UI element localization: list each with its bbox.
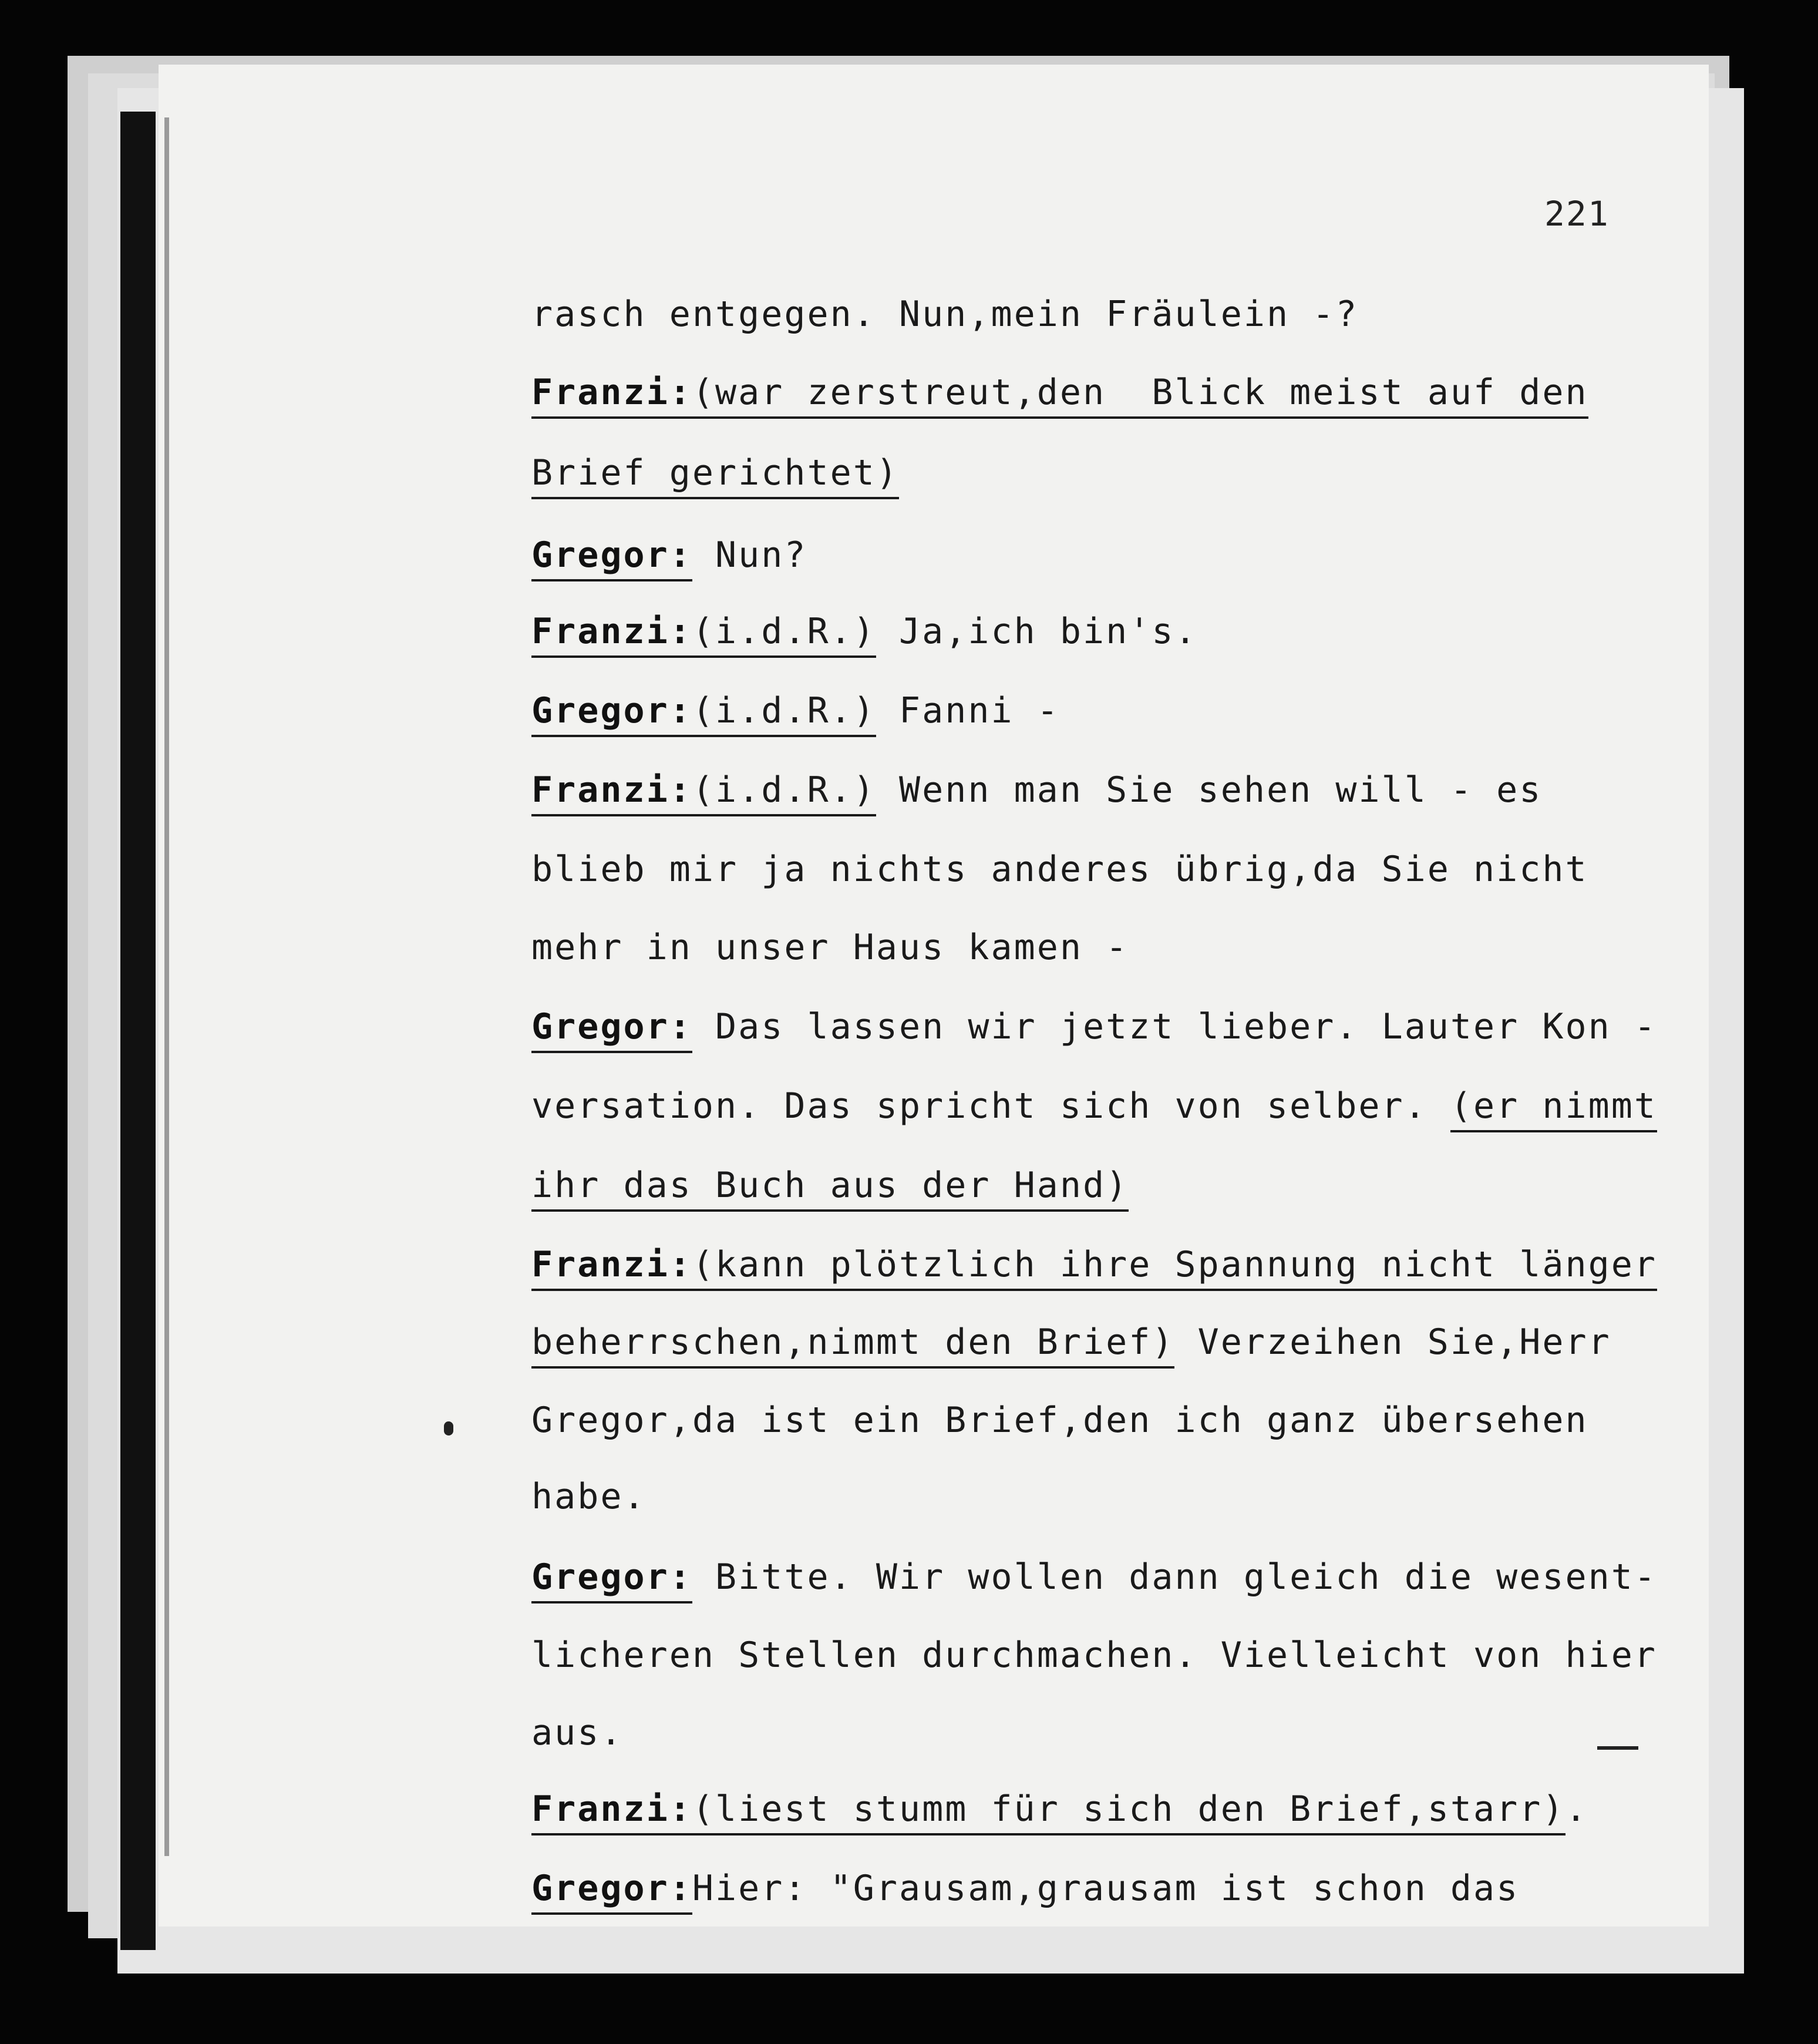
stage-direction: ihr das Buch aus der Hand) <box>531 1165 1129 1212</box>
text-line <box>531 1554 1657 1601</box>
text-line <box>531 1865 1519 1912</box>
dialogue-text: Wenn man Sie sehen will - es <box>876 769 1543 811</box>
stage-direction: (er nimmt <box>1450 1085 1657 1132</box>
text-line <box>531 1162 1129 1209</box>
text-line <box>531 687 1060 734</box>
text-line <box>531 766 1542 813</box>
speaker-name: Franzi: <box>531 611 692 658</box>
ink-mark <box>1597 1746 1638 1750</box>
stage-direction: (i.d.R.) <box>692 769 876 816</box>
dialogue-text: Ja,ich bin's. <box>876 611 1198 652</box>
speaker-name: Gregor: <box>531 1868 692 1915</box>
dialogue-text: habe. <box>531 1476 647 1517</box>
stage-direction: (i.d.R.) <box>692 611 876 658</box>
speaker-name: Gregor: <box>531 1006 692 1053</box>
text-line <box>531 1003 1657 1050</box>
stage-direction: (war zerstreut,den Blick meist auf den <box>692 372 1588 419</box>
speaker-name: Gregor: <box>531 534 692 581</box>
text-line <box>531 924 1129 971</box>
text-line <box>531 449 899 496</box>
speaker-name: Franzi: <box>531 1788 692 1835</box>
text-line <box>531 291 1358 338</box>
speaker-name: Franzi: <box>531 372 692 419</box>
dialogue-text: Gregor,da ist ein Brief,den ich ganz übersehen <box>531 1400 1588 1441</box>
stage-direction: beherrschen,nimmt den Brief) <box>531 1322 1174 1369</box>
dialogue-text: Hier: "Grausam,grausam ist schon das <box>692 1868 1520 1909</box>
dialogue-text: Nun? <box>692 534 807 576</box>
text-line <box>531 1632 1657 1679</box>
stage-direction: (i.d.R.) <box>692 690 876 737</box>
text-line <box>531 1319 1611 1366</box>
ink-mark <box>444 1421 453 1435</box>
speaker-name: Gregor: <box>531 1556 692 1603</box>
page-edge <box>164 117 169 1856</box>
text-line <box>531 1473 647 1520</box>
dialogue-text: Verzeihen Sie,Herr <box>1174 1322 1611 1363</box>
dialogue-text: . <box>1565 1788 1588 1830</box>
binding-shadow <box>120 112 156 1950</box>
dialogue-text: Fanni - <box>876 690 1060 731</box>
text-line <box>531 1397 1588 1444</box>
text-line <box>531 1786 1588 1833</box>
speaker-name: Gregor: <box>531 690 692 737</box>
dialogue-text: aus. <box>531 1712 624 1753</box>
stage-direction: (liest stumm für sich den Brief,starr) <box>692 1788 1566 1835</box>
text-line <box>531 846 1588 893</box>
stage-direction: (kann plötzlich ihre Spannung nicht länger <box>692 1244 1657 1291</box>
text-line <box>531 1082 1657 1129</box>
text-line <box>531 608 1198 655</box>
page-number: 221 <box>1544 194 1610 234</box>
text-line <box>531 1709 624 1756</box>
text-line <box>531 1241 1657 1288</box>
dialogue-text: blieb mir ja nichts anderes übrig,da Sie nicht <box>531 849 1588 890</box>
dialogue-text: mehr in unser Haus kamen - <box>531 927 1129 968</box>
speaker-name: Franzi: <box>531 1244 692 1291</box>
speaker-name: Franzi: <box>531 769 692 816</box>
dialogue-text: versation. Das spricht sich von selber. <box>531 1085 1450 1127</box>
dialogue-text: Bitte. Wir wollen dann gleich die wesent- <box>692 1556 1658 1598</box>
dialogue-text: licheren Stellen durchmachen. Vielleicht von hier <box>531 1635 1658 1676</box>
stage-direction: Brief gerichtet) <box>531 452 899 499</box>
dialogue-text: rasch entgegen. Nun,mein Fräulein -? <box>531 294 1359 335</box>
text-line <box>531 369 1588 416</box>
dialogue-text: Das lassen wir jetzt lieber. Lauter Kon - <box>692 1006 1658 1047</box>
text-line <box>531 532 807 579</box>
